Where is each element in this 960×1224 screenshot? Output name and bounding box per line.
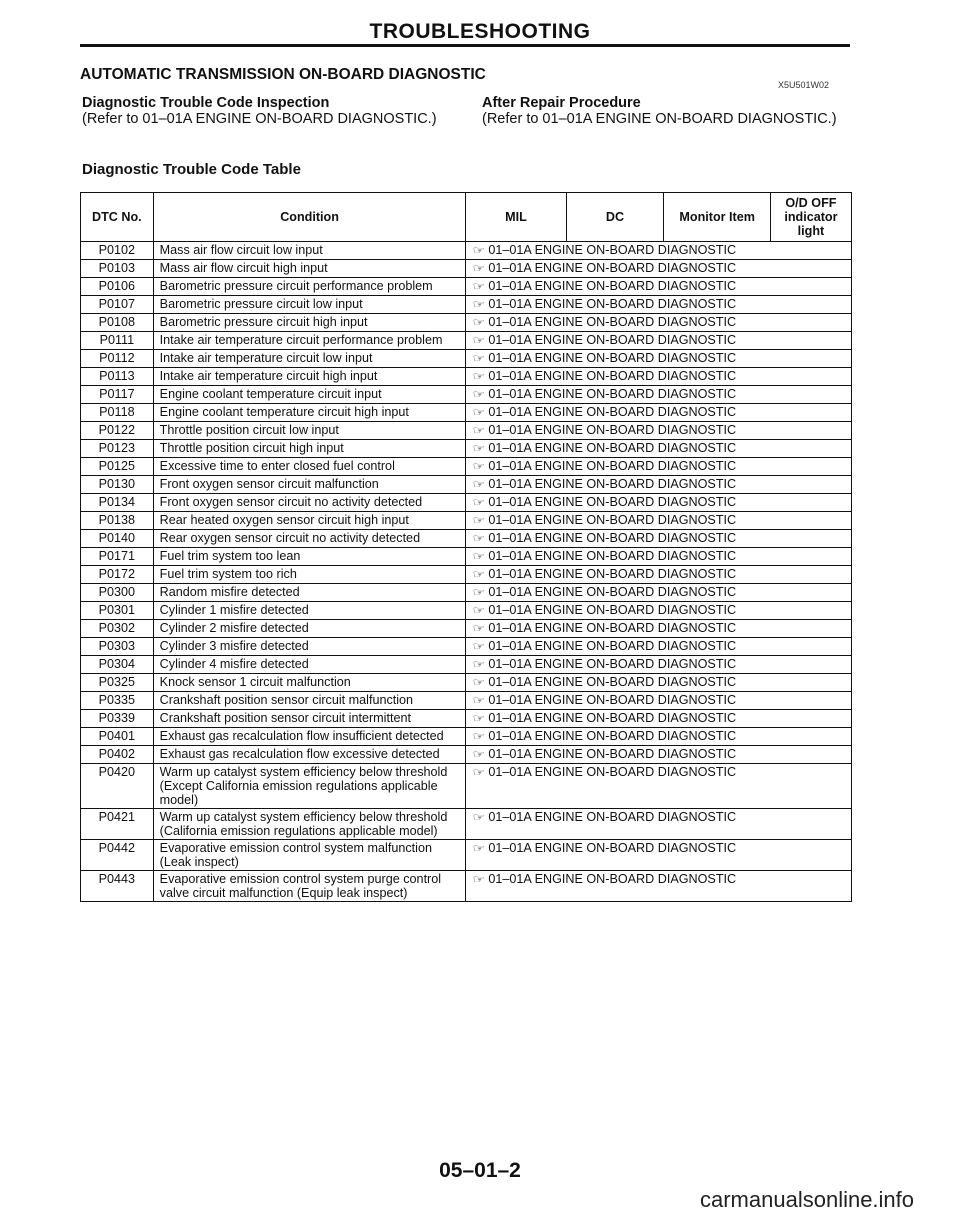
reference-cell [466, 548, 852, 566]
table-row [81, 746, 852, 764]
dtc-condition: Mass air flow circuit high input [153, 260, 466, 278]
reference-arrow-icon: ☞ [473, 623, 486, 635]
dtc-condition: Throttle position circuit high input [153, 440, 466, 458]
dtc-code: P0118 [81, 404, 154, 422]
dtc-code: P0339 [81, 710, 154, 728]
reference-cell [466, 422, 852, 440]
reference-arrow-icon: ☞ [473, 461, 486, 473]
dtc-table-body [81, 242, 852, 902]
dtc-condition: Evaporative emission control system purge control valve circuit malfunction (Equip leak inspect) [153, 871, 466, 902]
reference-arrow-icon: ☞ [473, 299, 486, 311]
reference-text: 01–01A ENGINE ON-BOARD DIAGNOSTIC [488, 423, 737, 437]
reference-cell [466, 242, 852, 260]
inspection-block [82, 95, 442, 127]
reference-arrow-icon: ☞ [473, 874, 486, 886]
table-row [81, 548, 852, 566]
dtc-condition: Excessive time to enter closed fuel control [153, 458, 466, 476]
reference-text: 01–01A ENGINE ON-BOARD DIAGNOSTIC [488, 639, 737, 653]
table-row [81, 242, 852, 260]
reference-arrow-icon: ☞ [473, 353, 486, 365]
dtc-condition: Engine coolant temperature circuit input [153, 386, 466, 404]
reference-cell [466, 809, 852, 840]
reference-cell [466, 840, 852, 871]
reference-cell [466, 368, 852, 386]
inspection-heading: Diagnostic Trouble Code Inspection [82, 95, 330, 111]
inspection-text: (Refer to 01–01A ENGINE ON-BOARD DIAGNOSTIC.) [82, 111, 437, 127]
dtc-code: P0134 [81, 494, 154, 512]
dtc-condition: Cylinder 2 misfire detected [153, 620, 466, 638]
reference-arrow-icon: ☞ [473, 605, 486, 617]
table-row [81, 512, 852, 530]
table-title: Diagnostic Trouble Code Table [82, 161, 301, 178]
reference-text: 01–01A ENGINE ON-BOARD DIAGNOSTIC [488, 693, 737, 707]
table-row [81, 728, 852, 746]
reference-arrow-icon: ☞ [473, 659, 486, 671]
table-row [81, 404, 852, 422]
header-rule [80, 44, 850, 47]
reference-arrow-icon: ☞ [473, 587, 486, 599]
dtc-code: P0335 [81, 692, 154, 710]
reference-text: 01–01A ENGINE ON-BOARD DIAGNOSTIC [488, 549, 737, 563]
dtc-condition: Front oxygen sensor circuit no activity detected [153, 494, 466, 512]
reference-text: 01–01A ENGINE ON-BOARD DIAGNOSTIC [488, 567, 737, 581]
reference-text: 01–01A ENGINE ON-BOARD DIAGNOSTIC [488, 369, 737, 383]
dtc-code: P0122 [81, 422, 154, 440]
reference-cell [466, 710, 852, 728]
dtc-code: P0300 [81, 584, 154, 602]
dtc-code: P0302 [81, 620, 154, 638]
header-condition: Condition [153, 193, 466, 242]
reference-arrow-icon: ☞ [473, 677, 486, 689]
reference-text: 01–01A ENGINE ON-BOARD DIAGNOSTIC [488, 333, 737, 347]
dtc-code: P0138 [81, 512, 154, 530]
section-title: AUTOMATIC TRANSMISSION ON-BOARD DIAGNOSTIC [80, 66, 486, 83]
reference-arrow-icon: ☞ [473, 551, 486, 563]
reference-arrow-icon: ☞ [473, 515, 486, 527]
dtc-condition: Exhaust gas recalculation flow excessive detected [153, 746, 466, 764]
dtc-code: P0123 [81, 440, 154, 458]
table-row [81, 764, 852, 809]
reference-arrow-icon: ☞ [473, 641, 486, 653]
reference-cell [466, 260, 852, 278]
header-dtc: DTC No. [81, 193, 154, 242]
reference-arrow-icon: ☞ [473, 335, 486, 347]
dtc-code: P0111 [81, 332, 154, 350]
reference-cell [466, 764, 852, 809]
reference-cell [466, 530, 852, 548]
reference-text: 01–01A ENGINE ON-BOARD DIAGNOSTIC [488, 351, 737, 365]
table-row [81, 440, 852, 458]
reference-cell [466, 494, 852, 512]
reference-cell [466, 674, 852, 692]
reference-cell [466, 638, 852, 656]
dtc-code: P0402 [81, 746, 154, 764]
dtc-code: P0171 [81, 548, 154, 566]
reference-text: 01–01A ENGINE ON-BOARD DIAGNOSTIC [488, 477, 737, 491]
reference-text: 01–01A ENGINE ON-BOARD DIAGNOSTIC [488, 675, 737, 689]
header-monitor-item: Monitor Item [664, 193, 770, 242]
reference-arrow-icon: ☞ [473, 263, 486, 275]
dtc-code: P0117 [81, 386, 154, 404]
dtc-code: P0103 [81, 260, 154, 278]
reference-cell [466, 746, 852, 764]
dtc-code: P0442 [81, 840, 154, 871]
table-row [81, 458, 852, 476]
dtc-code: P0303 [81, 638, 154, 656]
table-row [81, 368, 852, 386]
reference-cell [466, 278, 852, 296]
dtc-condition: Front oxygen sensor circuit malfunction [153, 476, 466, 494]
table-row [81, 840, 852, 871]
dtc-code: P0113 [81, 368, 154, 386]
reference-arrow-icon: ☞ [473, 371, 486, 383]
table-row [81, 710, 852, 728]
doc-id: X5U501W02 [778, 80, 830, 90]
dtc-condition: Crankshaft position sensor circuit malfunction [153, 692, 466, 710]
dtc-condition: Throttle position circuit low input [153, 422, 466, 440]
table-row [81, 350, 852, 368]
dtc-condition: Knock sensor 1 circuit malfunction [153, 674, 466, 692]
reference-arrow-icon: ☞ [473, 713, 486, 725]
table-row [81, 602, 852, 620]
reference-arrow-icon: ☞ [473, 443, 486, 455]
reference-text: 01–01A ENGINE ON-BOARD DIAGNOSTIC [488, 765, 737, 779]
reference-cell [466, 332, 852, 350]
dtc-condition: Crankshaft position sensor circuit intermittent [153, 710, 466, 728]
reference-text: 01–01A ENGINE ON-BOARD DIAGNOSTIC [488, 531, 737, 545]
dtc-condition: Intake air temperature circuit performance problem [153, 332, 466, 350]
watermark: carmanualsonline.info [700, 1187, 915, 1212]
dtc-condition: Fuel trim system too rich [153, 566, 466, 584]
dtc-condition: Mass air flow circuit low input [153, 242, 466, 260]
table-row [81, 422, 852, 440]
after-repair-block [482, 95, 842, 127]
reference-text: 01–01A ENGINE ON-BOARD DIAGNOSTIC [488, 603, 737, 617]
table-row [81, 476, 852, 494]
reference-arrow-icon: ☞ [473, 479, 486, 491]
dtc-condition: Cylinder 1 misfire detected [153, 602, 466, 620]
reference-text: 01–01A ENGINE ON-BOARD DIAGNOSTIC [488, 405, 737, 419]
reference-text: 01–01A ENGINE ON-BOARD DIAGNOSTIC [488, 297, 737, 311]
table-row [81, 809, 852, 840]
dtc-condition: Cylinder 3 misfire detected [153, 638, 466, 656]
dtc-condition: Fuel trim system too lean [153, 548, 466, 566]
dtc-code: P0401 [81, 728, 154, 746]
table-row [81, 386, 852, 404]
reference-arrow-icon: ☞ [473, 425, 486, 437]
reference-cell [466, 656, 852, 674]
table-header-row [81, 193, 852, 242]
dtc-code: P0125 [81, 458, 154, 476]
table-row [81, 656, 852, 674]
reference-text: 01–01A ENGINE ON-BOARD DIAGNOSTIC [488, 810, 737, 824]
table-row [81, 692, 852, 710]
reference-text: 01–01A ENGINE ON-BOARD DIAGNOSTIC [488, 261, 737, 275]
dtc-condition: Barometric pressure circuit high input [153, 314, 466, 332]
reference-cell [466, 566, 852, 584]
reference-cell [466, 692, 852, 710]
reference-arrow-icon: ☞ [473, 767, 486, 779]
table-row [81, 260, 852, 278]
reference-arrow-icon: ☞ [473, 533, 486, 545]
reference-text: 01–01A ENGINE ON-BOARD DIAGNOSTIC [488, 279, 737, 293]
reference-cell [466, 620, 852, 638]
dtc-code: P0112 [81, 350, 154, 368]
reference-arrow-icon: ☞ [473, 245, 486, 257]
dtc-code: P0443 [81, 871, 154, 902]
dtc-code: P0106 [81, 278, 154, 296]
reference-text: 01–01A ENGINE ON-BOARD DIAGNOSTIC [488, 621, 737, 635]
reference-text: 01–01A ENGINE ON-BOARD DIAGNOSTIC [488, 841, 737, 855]
reference-arrow-icon: ☞ [473, 731, 486, 743]
reference-arrow-icon: ☞ [473, 812, 486, 824]
header-mil: MIL [466, 193, 566, 242]
dtc-code: P0172 [81, 566, 154, 584]
reference-text: 01–01A ENGINE ON-BOARD DIAGNOSTIC [488, 729, 737, 743]
table-row [81, 620, 852, 638]
reference-arrow-icon: ☞ [473, 569, 486, 581]
reference-text: 01–01A ENGINE ON-BOARD DIAGNOSTIC [488, 315, 737, 329]
dtc-code: P0421 [81, 809, 154, 840]
reference-cell [466, 728, 852, 746]
dtc-condition: Warm up catalyst system efficiency below threshold (Except California emission regulations applicable model) [153, 764, 466, 809]
table-row [81, 296, 852, 314]
table-row [81, 871, 852, 902]
table-row [81, 278, 852, 296]
dtc-code: P0304 [81, 656, 154, 674]
dtc-condition: Barometric pressure circuit low input [153, 296, 466, 314]
dtc-code: P0301 [81, 602, 154, 620]
reference-arrow-icon: ☞ [473, 497, 486, 509]
dtc-condition: Evaporative emission control system malfunction (Leak inspect) [153, 840, 466, 871]
after-repair-text: (Refer to 01–01A ENGINE ON-BOARD DIAGNOSTIC.) [482, 111, 837, 127]
reference-cell [466, 296, 852, 314]
reference-arrow-icon: ☞ [473, 281, 486, 293]
dtc-condition: Rear heated oxygen sensor circuit high input [153, 512, 466, 530]
dtc-condition: Warm up catalyst system efficiency below threshold (California emission regulations applicable model) [153, 809, 466, 840]
reference-arrow-icon: ☞ [473, 695, 486, 707]
reference-text: 01–01A ENGINE ON-BOARD DIAGNOSTIC [488, 657, 737, 671]
reference-cell [466, 476, 852, 494]
reference-cell [466, 512, 852, 530]
reference-text: 01–01A ENGINE ON-BOARD DIAGNOSTIC [488, 711, 737, 725]
dtc-condition: Cylinder 4 misfire detected [153, 656, 466, 674]
dtc-code: P0140 [81, 530, 154, 548]
reference-text: 01–01A ENGINE ON-BOARD DIAGNOSTIC [488, 387, 737, 401]
reference-text: 01–01A ENGINE ON-BOARD DIAGNOSTIC [488, 459, 737, 473]
reference-text: 01–01A ENGINE ON-BOARD DIAGNOSTIC [488, 441, 737, 455]
header-dc: DC [566, 193, 664, 242]
reference-arrow-icon: ☞ [473, 843, 486, 855]
dtc-code: P0108 [81, 314, 154, 332]
table-row [81, 638, 852, 656]
reference-cell [466, 871, 852, 902]
reference-arrow-icon: ☞ [473, 749, 486, 761]
dtc-condition: Engine coolant temperature circuit high input [153, 404, 466, 422]
reference-text: 01–01A ENGINE ON-BOARD DIAGNOSTIC [488, 872, 737, 886]
reference-arrow-icon: ☞ [473, 389, 486, 401]
table-row [81, 314, 852, 332]
reference-cell [466, 602, 852, 620]
dtc-table [80, 192, 852, 902]
dtc-code: P0102 [81, 242, 154, 260]
reference-text: 01–01A ENGINE ON-BOARD DIAGNOSTIC [488, 513, 737, 527]
reference-text: 01–01A ENGINE ON-BOARD DIAGNOSTIC [488, 495, 737, 509]
reference-text: 01–01A ENGINE ON-BOARD DIAGNOSTIC [488, 243, 737, 257]
dtc-code: P0107 [81, 296, 154, 314]
page-header-title: TROUBLESHOOTING [369, 20, 591, 43]
reference-text: 01–01A ENGINE ON-BOARD DIAGNOSTIC [488, 585, 737, 599]
reference-cell [466, 404, 852, 422]
reference-cell [466, 584, 852, 602]
reference-cell [466, 350, 852, 368]
reference-arrow-icon: ☞ [473, 407, 486, 419]
dtc-condition: Intake air temperature circuit high input [153, 368, 466, 386]
dtc-condition: Random misfire detected [153, 584, 466, 602]
reference-cell [466, 440, 852, 458]
after-repair-heading: After Repair Procedure [482, 95, 641, 111]
reference-cell [466, 386, 852, 404]
dtc-condition: Intake air temperature circuit low input [153, 350, 466, 368]
reference-text: 01–01A ENGINE ON-BOARD DIAGNOSTIC [488, 747, 737, 761]
header-od-off-indicator: O/D OFF indicator light [770, 193, 851, 242]
dtc-code: P0130 [81, 476, 154, 494]
dtc-condition: Rear oxygen sensor circuit no activity detected [153, 530, 466, 548]
reference-cell [466, 458, 852, 476]
table-row [81, 530, 852, 548]
reference-cell [466, 314, 852, 332]
dtc-condition: Barometric pressure circuit performance problem [153, 278, 466, 296]
page-number: 05–01–2 [439, 1159, 521, 1182]
reference-arrow-icon: ☞ [473, 317, 486, 329]
table-row [81, 584, 852, 602]
dtc-condition: Exhaust gas recalculation flow insufficient detected [153, 728, 466, 746]
table-row [81, 494, 852, 512]
table-row [81, 332, 852, 350]
table-row [81, 566, 852, 584]
dtc-code: P0325 [81, 674, 154, 692]
table-row [81, 674, 852, 692]
dtc-code: P0420 [81, 764, 154, 809]
